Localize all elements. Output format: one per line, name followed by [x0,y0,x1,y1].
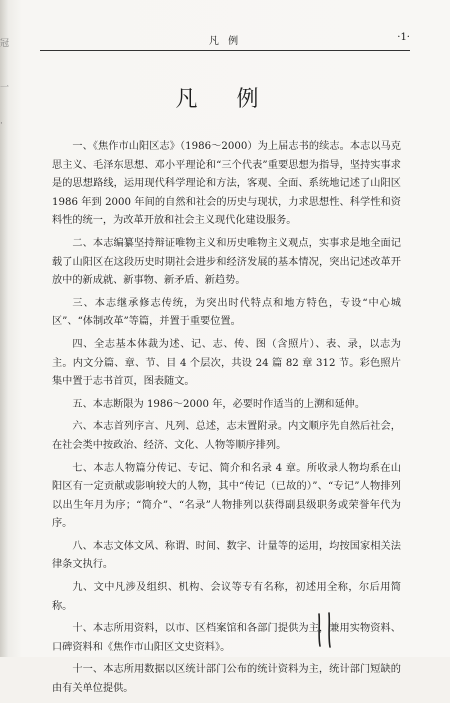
page-title: 凡 例 [175,87,275,112]
paragraph-4: 四、全志基本体裁为述、记、志、传、图（含照片）、表、录，以志为主。内文分篇、章、节、目 4 个层次，共设 24 篇 82 章 312 节。彩色照片集中置于志书首页，图表随文。 [52,338,401,388]
running-title: 凡 例 [208,36,242,47]
paragraph-10: 十、本志所用资料，以市、区档案馆和各部门提供为主，兼用实物资料、口碑资料和《焦作市山阳区文史资料》。 [52,623,401,653]
paragraph-11: 十一、本志所用数据以区统计部门公布的统计资料为主，统计部门短缺的由有关单位提供。 [52,664,401,695]
paragraph-7: 七、本志人物篇分传记、专记、简介和名录 4 章。所收录人物均系在山阳区有一定贡献或影响较大的人物，其中“传记（已故的）”、“专记”人物排列以出生年月为序；“简介”、“名录”人物排列以获得副县级职务或荣誉年代为序。 [52,462,401,530]
paragraph-5: 五、本志断限为 1986～2000 年，必要时作适当的上溯和延伸。 [72,398,366,410]
page-header [40,32,410,48]
paragraph-8: 八、本志文体文风、称谓、时间、数字、计量等的运用，均按国家相关法律条文执行。 [52,540,401,571]
header-rule [40,50,410,51]
paragraph-9: 九、文中凡涉及组织、机构、会议等专有名称，初述用全称，尔后用简称。 [52,582,401,612]
handwritten-mark [314,612,336,648]
spine-mark: 一 [0,83,10,93]
spine-mark: 冠 [0,39,10,49]
paragraph-1: 一、《焦作市山阳区志》（1986～2000）为上届志书的续志。本志以马克思主义、毛泽东思想、邓小平理论和“三个代表”重要思想为指导，坚持实事求是的思想路线，运用现代科学理论和方法，客观、全面、系统地记述了山阳区 1986 年到 2000 年间的自然和社会的历史与现状，力求思想性、科学性和资料性的统一，为改革开放和社会主义现代化建设服务。 [52,141,401,227]
body-text [52,138,401,703]
spine-mark: · [0,119,3,129]
paragraph-6: 六、本志首列序言、凡列、总述，志末置附录。内文顺序先自然后社会，在社会类中按政治、经济、文化、人物等顺序排列。 [52,421,401,451]
paragraph-3: 三、本志继承修志传统，为突出时代特点和地方特色，专设“中心城区”、“体制改革”等篇，并置于重要位置。 [52,297,401,328]
page-number: ·1· [397,32,410,43]
paragraph-2: 二、本志编纂坚持辩证唯物主义和历史唯物主义观点，实事求是地全面记载了山阳区在这段历史时期社会进步和经济发展的基本情况，突出记述改革开放中的新成就、新事物、新矛盾、新趋势。 [52,237,401,287]
